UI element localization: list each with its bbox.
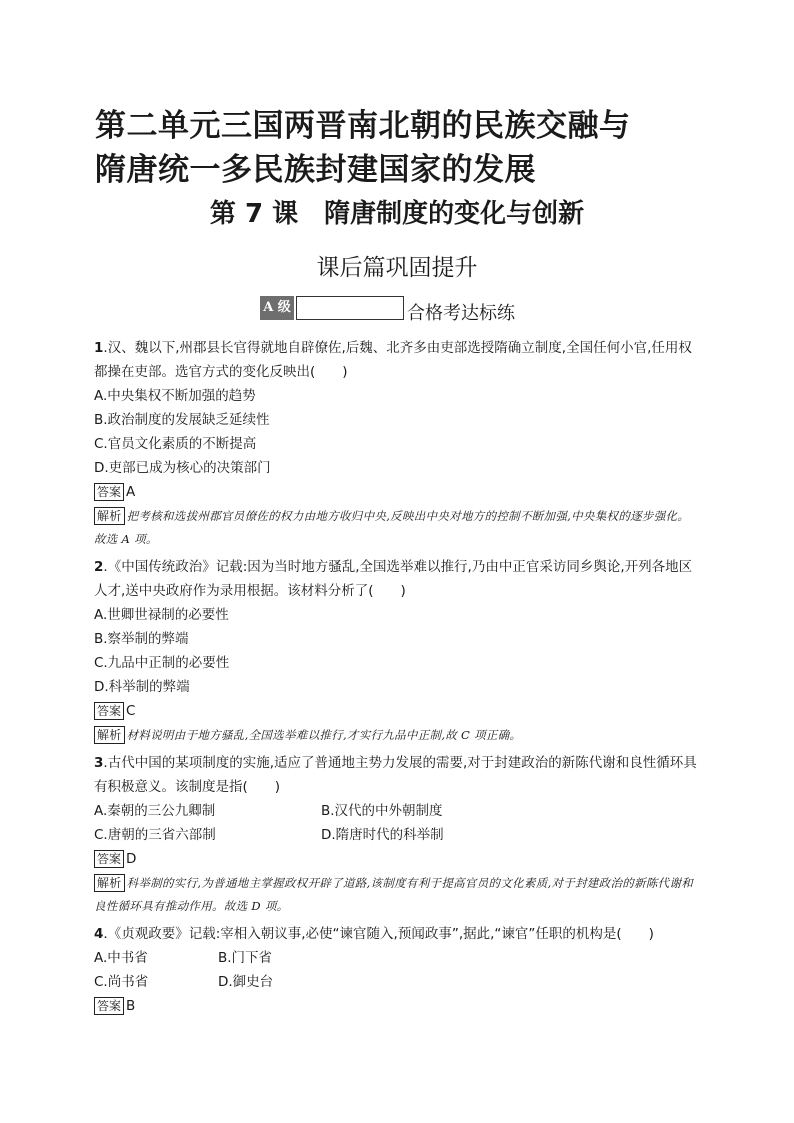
question-text: .《中国传统政治》记载:因为当时地方骚乱,全国选举难以推行,乃由中正官采访同乡舆论,开列各地区人才,送中央政府作为录用根据。该材料分析了( ) [94,559,693,599]
explanation-text: 科举制的实行,为普通地主掌握政权开辟了道路,该制度有利于提高官员的文化素质,对于封建政治的新陈代谢和良性循环具有推动作用。故选 D 项。 [94,876,694,913]
question-number: 2 [94,559,104,575]
answer-value: D [126,851,137,867]
level-title: 合格考达标练 [407,303,515,324]
answer-line [94,700,700,722]
question-text: .《贞观政要》记载:宰相入朝议事,必使“谏官随入,预闻政事”,据此,“谏官”任职的机构是( ) [103,926,654,942]
answer-line [94,848,700,870]
option-b: B.政治制度的发展缺乏延续性 [94,412,270,428]
question-2 [94,555,700,747]
section-title: 课后篇巩固提升 [316,255,478,281]
level-badge: A 级 [260,296,294,320]
answer-tag: 答案 [94,997,124,1015]
option-a: A.中央集权不断加强的趋势 [94,388,256,404]
option-d: D.吏部已成为核心的决策部门 [94,460,271,476]
unit-title [95,104,735,192]
option-row [94,799,700,823]
unit-title-line-2: 隋唐统一多民族封建国家的发展 [95,152,536,188]
option-d: D.隋唐时代的科举制 [321,827,444,843]
option-c: C.尚书省 [94,974,149,990]
option-c: C.唐朝的三省六部制 [94,827,216,843]
lesson-name: 隋唐制度的变化与创新 [324,199,585,229]
answer-value: B [126,998,136,1014]
explanation-text: 材料说明由于地方骚乱,全国选举难以推行,才实行九品中正制,故 C 项正确。 [126,728,522,742]
question-text: .古代中国的某项制度的实施,适应了普通地主势力发展的需要,对于封建政治的新陈代谢和良性循环具有积极意义。该制度是指( ) [94,755,697,795]
answer-value: C [126,703,136,719]
lesson-title [0,196,794,232]
unit-title-line-1: 第二单元三国两晋南北朝的民族交融与 [95,108,631,144]
answer-line [94,995,700,1017]
answer-tag: 答案 [94,702,124,720]
answer-tag: 答案 [94,483,124,501]
option-a: A.秦朝的三公九卿制 [94,803,216,819]
level-blank-box [296,296,404,320]
question-list [94,336,700,1017]
explanation-tag: 解析 [94,874,125,892]
question-text: .汉、魏以下,州郡县长官得就地自辟僚佐,后魏、北齐多由吏部选授隋确立制度,全国任何小官,任用权都操在吏部。选官方式的变化反映出( ) [94,340,692,380]
question-number: 1 [94,340,104,356]
question-number: 4 [94,926,104,942]
option-b: B.汉代的中外朝制度 [321,803,443,819]
option-row [94,970,700,994]
question-number: 3 [94,755,104,771]
question-1 [94,336,700,551]
answer-tag: 答案 [94,850,124,868]
answer-line [94,481,700,503]
option-c: C.官员文化素质的不断提高 [94,436,257,452]
explanation-tag: 解析 [94,507,125,525]
explanation-line [94,724,700,747]
option-row [94,946,700,970]
explanation-tag: 解析 [94,726,125,744]
explanation-text: 把考核和选拔州郡官员僚佐的权力由地方收归中央,反映出中央对地方的控制不断加强,中央集权的逐步强化。故选 A 项。 [94,509,690,546]
option-row [94,823,700,847]
option-b: B.察举制的弊端 [94,631,189,647]
lesson-number: 第 7 课 [209,199,299,229]
option-a: A.世卿世禄制的必要性 [94,607,229,623]
answer-value: A [126,484,136,500]
question-stem [94,922,700,946]
question-stem [94,751,700,799]
question-stem [94,336,700,384]
explanation-line [94,505,700,551]
option-c: C.九品中正制的必要性 [94,655,230,671]
option-a: A.中书省 [94,950,148,966]
option-d: D.御史台 [218,974,274,990]
explanation-line [94,872,700,918]
option-d: D.科举制的弊端 [94,679,190,695]
question-3 [94,751,700,918]
question-4 [94,922,700,1017]
question-stem [94,555,700,603]
option-b: B.门下省 [218,950,273,966]
